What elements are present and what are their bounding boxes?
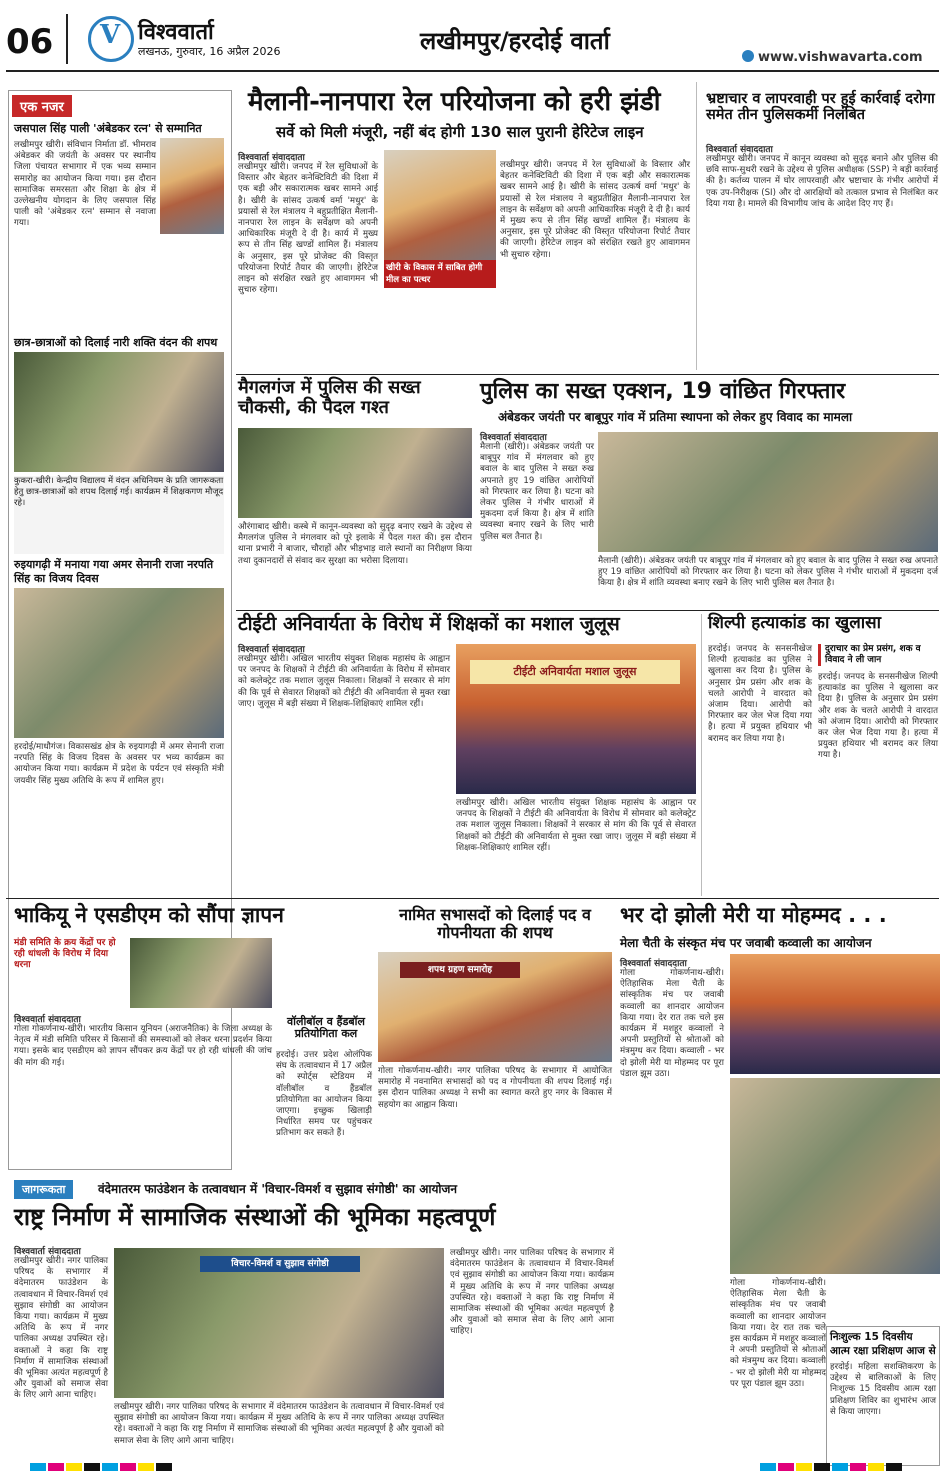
bottom-tag: जागरूकता [14, 1180, 73, 1199]
bkyu-photo [130, 938, 272, 1008]
gola-headline: मैगलगंज में पुलिस की सख्त चौकसी, की पैदल गश्त [238, 377, 421, 418]
qawwali-body-cont: गोला गोकर्णनाथ-खीरी। ऐतिहासिक मेला चैती के सांस्कृतिक मंच पर जवाबी कव्वाली का शानदार आयोजन किया गया। देर रात तक चले इस कार्यक्रम में मशहूर कव्वालों ने अपनी प्रस्तुतियों से श्रोताओं को मंत्रमुग्ध कर दिया। कव्वाली - भर दो झोली मेरी या मोहम्मद पर पूरा पंडाल झूम उठा। [730, 1278, 826, 1389]
bkyu-tag: मंडी समिति के क्रय केंद्रों पर हो रही धांधली के विरोध में दिया धरना [14, 938, 116, 970]
sidebar-tag: एक नजर [12, 95, 72, 117]
qawwali-subhead: मेला चैती के संस्कृत मंच पर जवाबी कव्वाली का आयोजन [620, 936, 872, 950]
lead-body-cont: लखीमपुर खीरी। जनपद में रेल सुविधाओं के विस्तार और बेहतर कनेक्टिविटी की दिशा में एक बड़ी और सकारात्मक खबर सामने आई है। खीरी के सांसद उत्कर्ष वर्मा 'मधुर' के प्रयासों से रेल मंत्रालय ने बहुप्रतीक्षित मैलानी-नानपारा रेल लाइन के सर्वेक्षण को अपनी आधिकारिक मंजूरी दे दी है। कार्य में मुख्य रूप से तीन सिंह खण्डों शामिल हैं। मंत्रालय के अनुसार, इस पूरे प्रोजेक्ट की विस्तृत परियोजना रिपोर्ट तैयार की जाएगी। हेरिटेज लाइन को संरक्षित रखते हुए आवागमन भी सुचारु रहेगा। [500, 160, 690, 260]
qawwali-photo-1 [730, 954, 940, 1074]
header-rule [6, 70, 939, 72]
bottom-body: लखीमपुर खीरी। नगर पालिका परिषद के सभागार में वंदेमातरम फाउंडेशन के तत्वावधान में विचार-विमर्श एवं सुझाव संगोष्ठी का आयोजन किया गया। कार्यक्रम में मुख्य अतिथि के रूप में नगर पालिका अध्यक्ष उपस्थित रहे। वक्ताओं ने कहा कि राष्ट्र निर्माण में सामाजिक संस्थाओं की भूमिका अत्यंत महत्वपूर्ण है और युवाओं को समाज सेवा के लिए आगे आना चाहिए। [14, 1256, 108, 1401]
brand-name: विश्ववार्ता [138, 20, 214, 45]
police-byline: विश्ववार्ता संवाददाता [480, 433, 547, 443]
topright-headline: भ्रष्टाचार व लापरवाही पर हुई कार्रवाई दरोगा समेत तीन पुलिसकर्मी निलंबित [706, 91, 935, 123]
bottom-headline: राष्ट्र निर्माण में सामाजिक संस्थाओं की भूमिका महत्वपूर्ण [14, 1203, 496, 1231]
sabhasad-banner: शपथ ग्रहण समारोह [400, 962, 520, 978]
bkyu-body: गोला गोकर्णनाथ-खीरी। भारतीय किसान यूनियन (अराजनैतिक) के जिला अध्यक्ष के नेतृत्व में मंडी समिति परिसर में किसानों की समस्याओं को लेकर धरना प्रदर्शन किया गया। इसके बाद एसडीएम को ज्ञापन सौंपकर क्रय केंद्रों पर हो रही धांधली की जांच की मांग की गई। [14, 1024, 272, 1068]
selfdefence-body: हरदोई। महिला सशक्तिकरण के उद्देश्य से बालिकाओं के लिए निःशुल्क 15 दिवसीय आत्म रक्षा प्रशिक्षण शिविर का शुभारंभ आज से किया जाएगा। [830, 1362, 936, 1417]
lead-photo [384, 150, 496, 278]
lead-byline: विश्ववार्ता संवाददाता [238, 153, 305, 163]
police-photo [598, 432, 938, 552]
row-rule-3 [6, 898, 939, 899]
tet-body-cont: लखीमपुर खीरी। अखिल भारतीय संयुक्त शिक्षक महासंघ के आह्वान पर जनपद के शिक्षकों ने टीईटी की अनिवार्यता के विरोध में सोमवार को कलेक्ट्रेट तक मशाल जुलूस निकाला। शिक्षकों ने सरकार से मांग की कि पूर्व से सेवारत शिक्षकों को टीईटी की अनिवार्यता से मुक्त रखा जाए। जुलूस में बड़ी संख्या में शिक्षक-शिक्षिकाएं शामिल रहीं। [456, 798, 696, 853]
shilpi-body: हरदोई। जनपद के सनसनीखेज शिल्पी हत्याकांड का पुलिस ने खुलासा कर दिया है। पुलिस के अनुसार प्रेम प्रसंग और शक के चलते आरोपी ने वारदात को अंजाम दिया। आरोपी को गिरफ्तार कर जेल भेज दिया गया है। हत्या में प्रयुक्त हथियार भी बरामद कर लिया गया है। [708, 644, 812, 744]
police-body-cont: मैलानी (खीरी)। अंबेडकर जयंती पर बाबूपुर गांव में मंगलवार को हुए बवाल के बाद पुलिस ने सख्त रुख अपनाते हुए 19 वांछित आरोपियों को गिरफ्तार कर लिया है। घटना को लेकर पुलिस ने गंभीर धाराओं में मुकदमा दर्ज किया है। क्षेत्र में शांति व्यवस्था बनाए रखने के लिए भारी पुलिस बल तैनात है। [598, 556, 938, 589]
sidebar-story1-body: लखीमपुर खीरी। संविधान निर्माता डॉ. भीमराव अंबेडकर की जयंती के अवसर पर स्थानीय जिला पंचायत सभागार में एक भव्य सम्मान समारोह का आयोजन किया गया। इस दौरान सामाजिक समरसता और शिक्षा के क्षेत्र में उल्लेखनीय योगदान के लिए जसपाल सिंह पाली को 'अंबेडकर रत्न' सम्मान से नवाजा गया। [14, 140, 156, 229]
page-number: 06 [6, 22, 54, 62]
tet-byline: विश्ववार्ता संवाददाता [238, 645, 305, 655]
lead-headline: मैलानी-नानपारा रेल परियोजना को हरी झंडी [248, 87, 661, 117]
row-rule-2 [236, 610, 939, 611]
sidebar-story2-head: छात्र-छात्राओं को दिलाई नारी शक्ति वंदन की शपथ [14, 336, 218, 349]
lead-subhead: सर्वे को मिली मंजूरी, नहीं बंद होगी 130 साल पुरानी हेरिटेज लाइन [276, 123, 644, 141]
bottom-body-cont: लखीमपुर खीरी। नगर पालिका परिषद के सभागार में वंदेमातरम फाउंडेशन के तत्वावधान में विचार-विमर्श एवं सुझाव संगोष्ठी का आयोजन किया गया। कार्यक्रम में मुख्य अतिथि के रूप में नगर पालिका अध्यक्ष उपस्थित रहे। वक्ताओं ने कहा कि राष्ट्र निर्माण में सामाजिक संस्थाओं की भूमिका अत्यंत महत्वपूर्ण है और युवाओं को समाज सेवा के लिए आगे आना चाहिए। [114, 1402, 444, 1446]
logo-v-glyph: V [100, 20, 121, 50]
sidebar-story3-photo [14, 588, 224, 738]
gola-photo [238, 428, 472, 518]
bkyu-byline: विश्ववार्ता संवाददाता [14, 1015, 81, 1025]
volleyball-headline: वॉलीबॉल व हैंडबॉल प्रतियोगिता कल [287, 1015, 365, 1041]
gola-body: औरंगाबाद खीरी। कस्बे में कानून-व्यवस्था को सुदृढ़ बनाए रखने के उद्देश्य से मैगलगंज पुलिस ने मंगलवार को पूरे इलाके में पैदल गश्त की। इस दौरान थाना प्रभारी ने बाजार, चौराहों और भीड़भाड़ वाले स्थानों का निरीक्षण किया तथा दुकानदारों से संवाद कर सुरक्षा का भरोसा दिलाया। [238, 522, 472, 566]
row-rule [236, 374, 939, 375]
police-body: मैलानी (खीरी)। अंबेडकर जयंती पर बाबूपुर गांव में मंगलवार को हुए बवाल के बाद पुलिस ने सख्त रुख अपनाते हुए 19 वांछित आरोपियों को गिरफ्तार कर लिया है। घटना को लेकर पुलिस ने गंभीर धाराओं में मुकदमा दर्ज किया है। क्षेत्र में शांति व्यवस्था बनाए रखने के लिए भारी पुलिस बल तैनात है। [480, 442, 594, 542]
website-link[interactable]: www.vishwavarta.com [758, 50, 923, 65]
sidebar-story2-caption: कुकरा-खीरी। केन्द्रीय विद्यालय में वंदन अधिनियम के प्रति जागरूकता हेतु छात्र-छात्राओं को शपथ दिलाई गई। कार्यक्रम में शिक्षकगण मौजूद रहे। [14, 476, 224, 554]
sabhasad-body: गोला गोकर्णनाथ-खीरी। नगर पालिका परिषद के सभागार में आयोजित समारोह में नवनामित सभासदों को पद व गोपनीयता की शपथ दिलाई गई। इस दौरान पालिका अध्यक्ष ने सभी का स्वागत करते हुए नगर के विकास में सहयोग का आह्वान किया। [378, 1066, 612, 1110]
shilpi-body-cont: हरदोई। जनपद के सनसनीखेज शिल्पी हत्याकांड का पुलिस ने खुलासा कर दिया है। पुलिस के अनुसार प्रेम प्रसंग और शक के चलते आरोपी ने वारदात को अंजाम दिया। आरोपी को गिरफ्तार कर जेल भेज दिया गया है। हत्या में प्रयुक्त हथियार भी बरामद कर लिया गया है। [818, 672, 938, 761]
lead-photo-caption: खीरी के विकास में साबित होगी मील का पत्थर [384, 260, 496, 288]
bkyu-headline: भाकियू ने एसडीएम को सौंपा ज्ञापन [14, 903, 284, 927]
volleyball-body: हरदोई। उत्तर प्रदेश ओलंपिक संघ के तत्वावधान में 17 अप्रैल को स्पोर्ट्स स्टेडियम में वॉलीबॉल व हैंडबॉल प्रतियोगिता का आयोजन किया जाएगा। इच्छुक खिलाड़ी निर्धारित समय पर पहुंचकर प्रतिभाग कर सकते हैं। [276, 1050, 372, 1139]
section-title: लखीमपुर/हरदोई वार्ता [420, 27, 610, 55]
bottom-banner: विचार-विमर्श व सुझाव संगोष्ठी [200, 1256, 360, 1272]
topright-byline: विश्ववार्ता संवाददाता [706, 145, 773, 155]
print-color-bar [30, 1456, 174, 1475]
qawwali-byline: विश्ववार्ता संवाददाता [620, 959, 687, 969]
selfdefence-head: निःशुल्क 15 दिवसीय आत्म रक्षा प्रशिक्षण आज से [830, 1331, 936, 1357]
shilpi-tag: दुराचार का प्रेम प्रसंग, शक व विवाद ने ली जान [818, 644, 943, 666]
sidebar-story3-head: रुइयागढ़ी में मनाया गया अमर सेनानी राजा नरपति सिंह का विजय दिवस [14, 558, 214, 585]
bottom-body-cont2: लखीमपुर खीरी। नगर पालिका परिषद के सभागार में वंदेमातरम फाउंडेशन के तत्वावधान में विचार-विमर्श एवं सुझाव संगोष्ठी का आयोजन किया गया। कार्यक्रम में मुख्य अतिथि के रूप में नगर पालिका अध्यक्ष उपस्थित रहे। वक्ताओं ने कहा कि राष्ट्र निर्माण में सामाजिक संस्थाओं की भूमिका अत्यंत महत्वपूर्ण है और युवाओं को समाज सेवा के लिए आगे आना चाहिए। [450, 1248, 614, 1337]
shilpi-headline: शिल्पी हत्याकांड का खुलासा [708, 613, 882, 633]
sidebar-story1-head: जसपाल सिंह पाली 'अंबेडकर रत्न' से सम्मानित [14, 122, 202, 135]
bottom-byline: विश्ववार्ता संवाददाता [14, 1247, 81, 1257]
tet-headline: टीईटी अनिवार्यता के विरोध में शिक्षकों का मशाल जुलूस [238, 613, 620, 635]
column-rule [696, 82, 697, 370]
tet-banner: टीईटी अनिवार्यता मशाल जुलूस [470, 660, 680, 684]
globe-icon [742, 50, 754, 62]
tet-body: लखीमपुर खीरी। अखिल भारतीय संयुक्त शिक्षक महासंघ के आह्वान पर जनपद के शिक्षकों ने टीईटी की अनिवार्यता के विरोध में सोमवार को कलेक्ट्रेट तक मशाल जुलूस निकाला। शिक्षकों ने सरकार से मांग की कि पूर्व से सेवारत शिक्षकों को टीईटी की अनिवार्यता से मुक्त रखा जाए। जुलूस में बड़ी संख्या में शिक्षक-शिक्षिकाएं शामिल रहीं। [238, 654, 450, 709]
police-subhead: अंबेडकर जयंती पर बाबूपुर गांव में प्रतिमा स्थापना को लेकर हुए विवाद का मामला [498, 410, 853, 424]
header-divider [66, 14, 68, 64]
sabhasad-headline: नामित सभासदों को दिलाई पद व गोपनीयता की शपथ [399, 905, 591, 942]
qawwali-photo-2 [730, 1078, 940, 1274]
sidebar-story3-body: हरदोई/माधौगंज। विकासखंड क्षेत्र के रुइयागढ़ी में अमर सेनानी राजा नरपति सिंह के विजय दिवस के अवसर पर भव्य कार्यक्रम का आयोजन किया गया। कार्यक्रम में प्रदेश के पर्यटन एवं संस्कृति मंत्री जयवीर सिंह मुख्य अतिथि के रूप में शामिल हुए। [14, 742, 224, 786]
print-color-bar-right [760, 1456, 904, 1475]
sidebar-story1-photo [160, 138, 224, 234]
column-rule-2 [701, 614, 702, 896]
bottom-kicker: वंदेमातरम फाउंडेशन के तत्वावधान में 'विचार-विमर्श व सुझाव संगोष्ठी' का आयोजन [98, 1182, 458, 1196]
topright-body: लखीमपुर खीरी। जनपद में कानून व्यवस्था को सुदृढ़ बनाने और पुलिस की छवि साफ-सुथरी रखने के उद्देश्य से पुलिस अधीक्षक (SSP) ने बड़ी कार्रवाई की है। कर्तव्य पालन में घोर लापरवाही और भ्रष्टाचार के गंभीर आरोपों में एक उप-निरीक्षक (SI) और दो आरक्षियों को तत्काल प्रभाव से निलंबित कर दिया गया है। मामले की विभागीय जांच के आदेश दिए गए हैं। [706, 154, 938, 209]
police-headline: पुलिस का सख्त एक्शन, 19 वांछित गिरफ्तार [480, 379, 846, 404]
lead-body: लखीमपुर खीरी। जनपद में रेल सुविधाओं के विस्तार और बेहतर कनेक्टिविटी की दिशा में एक बड़ी और सकारात्मक खबर सामने आई है। खीरी के सांसद उत्कर्ष वर्मा 'मधुर' के प्रयासों से रेल मंत्रालय ने बहुप्रतीक्षित मैलानी-नानपारा रेल लाइन के सर्वेक्षण को अपनी आधिकारिक मंजूरी दे दी है। कार्य में मुख्य रूप से तीन सिंह खण्डों शामिल हैं। मंत्रालय के अनुसार, इस पूरे प्रोजेक्ट की विस्तृत परियोजना रिपोर्ट तैयार की जाएगी। हेरिटेज लाइन को संरक्षित रखते हुए आवागमन भी सुचारु रहेगा। [238, 162, 378, 296]
sidebar-story2-photo [14, 352, 224, 472]
qawwali-headline: भर दो झोली मेरी या मोहम्मद . . . [620, 903, 887, 927]
dateline: लखनऊ, गुरुवार, 16 अप्रैल 2026 [138, 45, 281, 58]
qawwali-body: गोला गोकर्णनाथ-खीरी। ऐतिहासिक मेला चैती के सांस्कृतिक मंच पर जवाबी कव्वाली का शानदार आयोजन किया गया। देर रात तक चले इस कार्यक्रम में मशहूर कव्वालों ने अपनी प्रस्तुतियों से श्रोताओं को मंत्रमुग्ध कर दिया। कव्वाली - भर दो झोली मेरी या मोहम्मद पर पूरा पंडाल झूम उठा। [620, 968, 724, 1079]
